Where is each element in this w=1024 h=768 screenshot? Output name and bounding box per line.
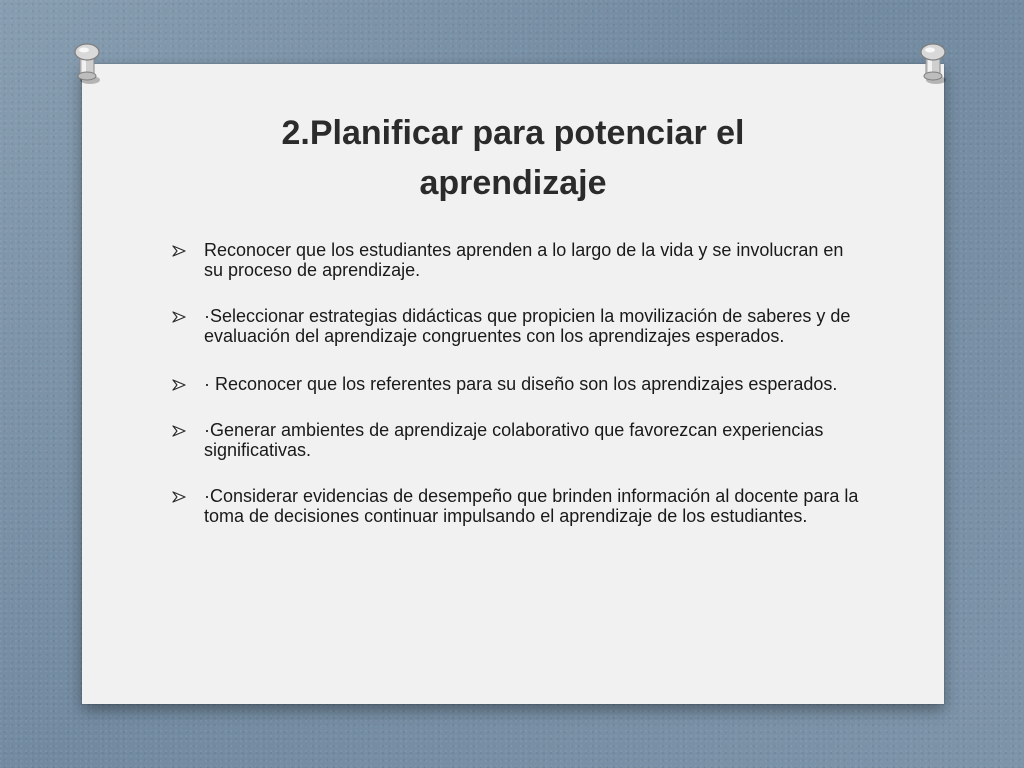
bullet-text: ·Generar ambientes de aprendizaje colaborativo que favorezcan experiencias significativas. <box>204 420 824 460</box>
slide-title-line-1: 2.Planificar para potenciar el <box>281 114 745 152</box>
pushpin-icon <box>914 40 952 88</box>
bullet-list <box>160 240 860 552</box>
arrow-bullet-icon <box>172 425 186 437</box>
list-item <box>160 486 860 526</box>
list-item <box>160 374 860 394</box>
bullet-text: · Reconocer que los referentes para su diseño son los aprendizajes esperados. <box>204 374 838 394</box>
arrow-bullet-icon <box>172 245 186 257</box>
pushpin-icon <box>68 40 106 88</box>
bullet-text: Reconocer que los estudiantes aprenden a lo largo de la vida y se involucran en su proceso de aprendizaje. <box>204 240 844 280</box>
bullet-text: ·Seleccionar estrategias didácticas que propicien la movilización de saberes y de evaluación del aprendizaje congruentes con los aprendizajes esperados. <box>204 306 851 346</box>
arrow-bullet-icon <box>172 379 186 391</box>
slide-title <box>82 108 944 208</box>
arrow-bullet-icon <box>172 491 186 503</box>
list-item <box>160 420 860 460</box>
slide-title-line-2: aprendizaje <box>419 164 607 202</box>
list-item <box>160 306 860 346</box>
list-item <box>160 240 860 280</box>
arrow-bullet-icon <box>172 311 186 323</box>
bullet-text: ·Considerar evidencias de desempeño que brinden información al docente para la toma de decisiones continuar impulsando el aprendizaje de los estudiantes. <box>204 486 859 526</box>
